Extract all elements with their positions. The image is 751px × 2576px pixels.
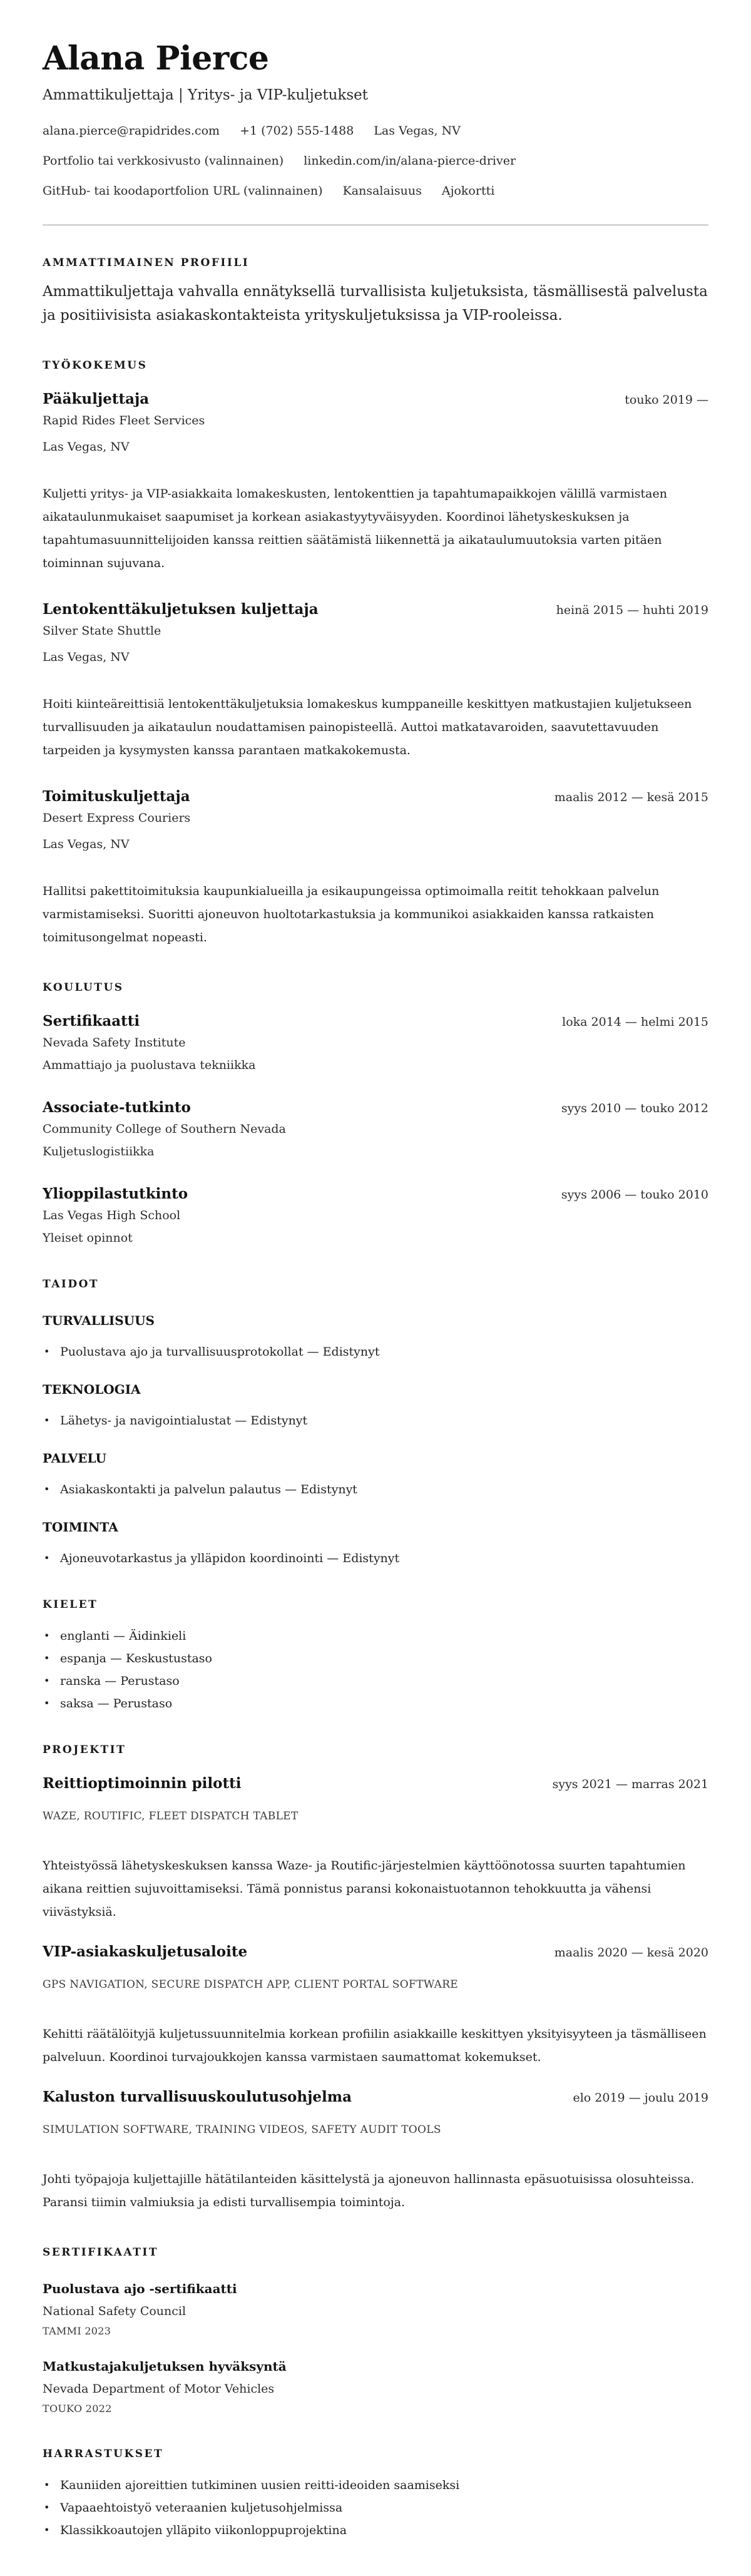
candidate-headline: Ammattikuljettaja | Yritys- ja VIP-kuljetukset bbox=[43, 87, 369, 103]
experience-section bbox=[43, 359, 708, 949]
project-description: Yhteistyössä lähetyskeskuksen kanssa Waze- ja Routific-järjestelmien käyttöönotossa suurten tapahtumien aikana reittien sujuvoittamiseksi. Tämä ponnistus paransi kokonaistuotannon tehokkuutta ja vähensi viivästyksiä. bbox=[43, 1859, 686, 1919]
project-entry bbox=[43, 1774, 708, 1924]
job-description: Kuljetti yritys- ja VIP-asiakkaita lomakeskusten, lentokenttien ja tapahtumapaikkojen välillä varmistaen aikataulunmukaiset saapumiset ja korkean asiakastyytyväisyyden. Koordinoi lähetyskeskuksen ja tapahtumasuunnittelijoiden kanssa reittien säätämistä liikennettä ja aikataulumuutoksia varten pitäen toiminnan sujuvana. bbox=[43, 487, 667, 570]
education-dates: loka 2014 — helmi 2015 bbox=[562, 1015, 708, 1029]
language-list bbox=[43, 1628, 708, 1712]
company-name: Rapid Rides Fleet Services bbox=[43, 414, 205, 427]
section-title-education: KOULUTUS bbox=[43, 981, 124, 994]
languages-section bbox=[43, 1598, 708, 1712]
projects-section bbox=[43, 1743, 708, 2214]
skill-item: • Puolustava ajo ja turvallisuusprotokollat — Edistynyt bbox=[43, 1344, 708, 1360]
resume-header bbox=[43, 38, 708, 199]
certification-title: Puolustava ajo -sertifikaatti bbox=[43, 2281, 237, 2296]
project-title: Kaluston turvallisuuskoulutusohjelma bbox=[43, 2088, 352, 2105]
job-dates: touko 2019 — bbox=[625, 393, 708, 407]
profile-section bbox=[43, 256, 708, 327]
project-tech: WAZE, ROUTIFIC, FLEET DISPATCH TABLET bbox=[43, 1810, 299, 1822]
skill-list bbox=[43, 1344, 708, 1360]
project-description: Kehitti räätälöityjä kuljetussuunnitelmia korkean profiilin asiakkaille keskittyen yksityisyyteen ja täsmälliseen palveluun. Koordinoi turvajoukkojen kanssa varmistaen saumattomat kokemukset. bbox=[43, 2027, 707, 2064]
certification-entry bbox=[43, 2281, 708, 2338]
project-entry bbox=[43, 2088, 708, 2214]
experience-entry bbox=[43, 600, 708, 762]
certification-date: TOUKO 2022 bbox=[43, 2403, 112, 2415]
experience-entry bbox=[43, 787, 708, 949]
portfolio-link[interactable]: Portfolio tai verkkosivusto (valinnainen) bbox=[43, 154, 284, 168]
project-dates: syys 2021 — marras 2021 bbox=[552, 1777, 708, 1791]
section-title-skills: TAIDOT bbox=[43, 1278, 100, 1291]
email-link[interactable]: alana.pierce@rapidrides.com bbox=[43, 124, 220, 138]
education-section bbox=[43, 981, 708, 1246]
section-title-profile: AMMATTIMAINEN PROFIILI bbox=[43, 257, 250, 269]
school-name: Community College of Southern Nevada bbox=[43, 1122, 286, 1136]
education-dates: syys 2010 — touko 2012 bbox=[561, 1101, 708, 1115]
section-title-hobbies: HARRASTUKSET bbox=[43, 2448, 164, 2460]
profile-summary: Ammattikuljettaja vahvalla ennätyksellä turvallisista kuljetuksista, täsmällisestä palvelusta ja positiivisista asiakaskontakteista yrityskuljetuksissa ja VIP-rooleissa. bbox=[43, 284, 708, 324]
github-link[interactable]: GitHub- tai koodaportfolion URL (valinnainen) bbox=[43, 184, 323, 198]
project-title: Reittioptimoinnin pilotti bbox=[43, 1775, 242, 1792]
job-location: Las Vegas, NV bbox=[43, 440, 130, 454]
linkedin-link[interactable]: linkedin.com/in/alana-pierce-driver bbox=[304, 154, 516, 168]
project-dates: maalis 2020 — kesä 2020 bbox=[554, 1946, 708, 1960]
project-tech: SIMULATION SOFTWARE, TRAINING VIDEOS, SAFETY AUDIT TOOLS bbox=[43, 2124, 441, 2136]
skill-list bbox=[43, 1413, 708, 1429]
study-field: Ammattiajo ja puolustava tekniikka bbox=[43, 1058, 256, 1072]
hobbies-section bbox=[43, 2447, 708, 2538]
hobby-item: • Klassikkoautojen ylläpito viikonloppuprojektina bbox=[43, 2522, 708, 2538]
section-title-certifications: SERTIFIKAATIT bbox=[43, 2246, 158, 2259]
certification-title: Matkustajakuljetuksen hyväksyntä bbox=[43, 2359, 287, 2374]
project-description: Johti työpajoja kuljettajille hätätilanteiden käsittelystä ja ajoneuvon hallinnasta epäsuotuisissa olosuhteissa. Paransi tiimin valmiuksia ja edisti turvallisempia toimintoja. bbox=[43, 2172, 695, 2209]
hobby-item: • Kauniiden ajoreittien tutkiminen uusien reitti-ideoiden saamiseksi bbox=[43, 2477, 708, 2493]
job-title: Lentokenttäkuljetuksen kuljettaja bbox=[43, 601, 319, 618]
project-dates: elo 2019 — joulu 2019 bbox=[573, 2091, 708, 2105]
contact-row-2 bbox=[43, 153, 708, 169]
job-description: Hoiti kiinteäreittisiä lentokenttäkuljetuksia lomakeskus kumppaneille keskittyen matkustajien kuljetukseen turvallisuuden ja aikataulun noudattamisen painopisteellä. Auttoi matkatavaroiden, saavutettavuuden tarpeiden ja kysymysten kanssa parantaen matkakokemusta. bbox=[43, 697, 692, 757]
location: Las Vegas, NV bbox=[374, 124, 461, 138]
language-item: • ranska — Perustaso bbox=[43, 1673, 708, 1689]
education-dates: syys 2006 — touko 2010 bbox=[561, 1188, 708, 1202]
job-title: Toimituskuljettaja bbox=[43, 788, 190, 805]
project-tech: GPS NAVIGATION, SECURE DISPATCH APP, CLIENT PORTAL SOFTWARE bbox=[43, 1978, 459, 1991]
certification-issuer: National Safety Council bbox=[43, 2304, 186, 2318]
education-entry bbox=[43, 1185, 708, 1246]
phone-number[interactable]: +1 (702) 555-1488 bbox=[240, 124, 354, 138]
job-location: Las Vegas, NV bbox=[43, 837, 130, 851]
company-name: Desert Express Couriers bbox=[43, 811, 191, 825]
language-item: • englanti — Äidinkieli bbox=[43, 1628, 708, 1644]
skill-category: TEKNOLOGIA bbox=[43, 1382, 141, 1397]
skill-item: • Ajoneuvotarkastus ja ylläpidon koordinointi — Edistynyt bbox=[43, 1550, 708, 1567]
skill-category: TURVALLISUUS bbox=[43, 1313, 155, 1328]
degree-title: Ylioppilastutkinto bbox=[43, 1185, 188, 1202]
job-title: Pääkuljettaja bbox=[43, 391, 150, 407]
skill-list bbox=[43, 1550, 708, 1567]
header-divider bbox=[43, 224, 708, 226]
language-item: • saksa — Perustaso bbox=[43, 1695, 708, 1712]
drivers-license: Ajokortti bbox=[441, 184, 495, 198]
study-field: Yleiset opinnot bbox=[43, 1231, 133, 1245]
citizenship: Kansalaisuus bbox=[342, 184, 422, 198]
education-entry bbox=[43, 1012, 708, 1073]
candidate-name: Alana Pierce bbox=[43, 39, 269, 78]
project-entry bbox=[43, 1943, 708, 2069]
school-name: Las Vegas High School bbox=[43, 1209, 181, 1222]
skill-item: • Lähetys- ja navigointialustat — Edistynyt bbox=[43, 1413, 708, 1429]
skill-list bbox=[43, 1481, 708, 1498]
contact-row-1 bbox=[43, 123, 708, 139]
certification-issuer: Nevada Department of Motor Vehicles bbox=[43, 2382, 275, 2396]
certification-entry bbox=[43, 2358, 708, 2416]
language-item: • espanja — Keskustustaso bbox=[43, 1650, 708, 1667]
job-location: Las Vegas, NV bbox=[43, 650, 130, 664]
hobby-item: • Vapaaehtoistyö veteraanien kuljetusohjelmissa bbox=[43, 2500, 708, 2516]
school-name: Nevada Safety Institute bbox=[43, 1036, 186, 1050]
project-title: VIP-asiakaskuljetusaloite bbox=[43, 1943, 248, 1960]
hobby-list bbox=[43, 2477, 708, 2538]
job-description: Hallitsi pakettitoimituksia kaupunkialueilla ja esikaupungeissa optimoimalla reitit tehokkaan palvelun varmistamiseksi. Suoritti ajoneuvon huoltotarkastuksia ja kommunikoi asiakkaiden kanssa ratkaisten toimitusongelmat nopeasti. bbox=[43, 884, 660, 944]
contact-row-3 bbox=[43, 183, 708, 199]
job-dates: heinä 2015 — huhti 2019 bbox=[556, 603, 708, 617]
education-entry bbox=[43, 1098, 708, 1160]
skill-category: TOIMINTA bbox=[43, 1520, 118, 1535]
skills-section bbox=[43, 1277, 708, 1567]
company-name: Silver State Shuttle bbox=[43, 624, 161, 638]
section-title-experience: TYÖKOKEMUS bbox=[43, 359, 148, 372]
skill-category: PALVELU bbox=[43, 1451, 106, 1466]
section-title-languages: KIELET bbox=[43, 1598, 98, 1611]
degree-title: Sertifikaatti bbox=[43, 1013, 140, 1030]
section-title-projects: PROJEKTIT bbox=[43, 1744, 126, 1756]
skill-item: • Asiakaskontakti ja palvelun palautus — Edistynyt bbox=[43, 1481, 708, 1498]
degree-title: Associate-tutkinto bbox=[43, 1099, 191, 1116]
experience-entry bbox=[43, 390, 708, 575]
study-field: Kuljetuslogistiikka bbox=[43, 1145, 155, 1158]
certification-date: TAMMI 2023 bbox=[43, 2325, 111, 2337]
job-dates: maalis 2012 — kesä 2015 bbox=[554, 790, 708, 804]
certifications-section bbox=[43, 2246, 708, 2416]
